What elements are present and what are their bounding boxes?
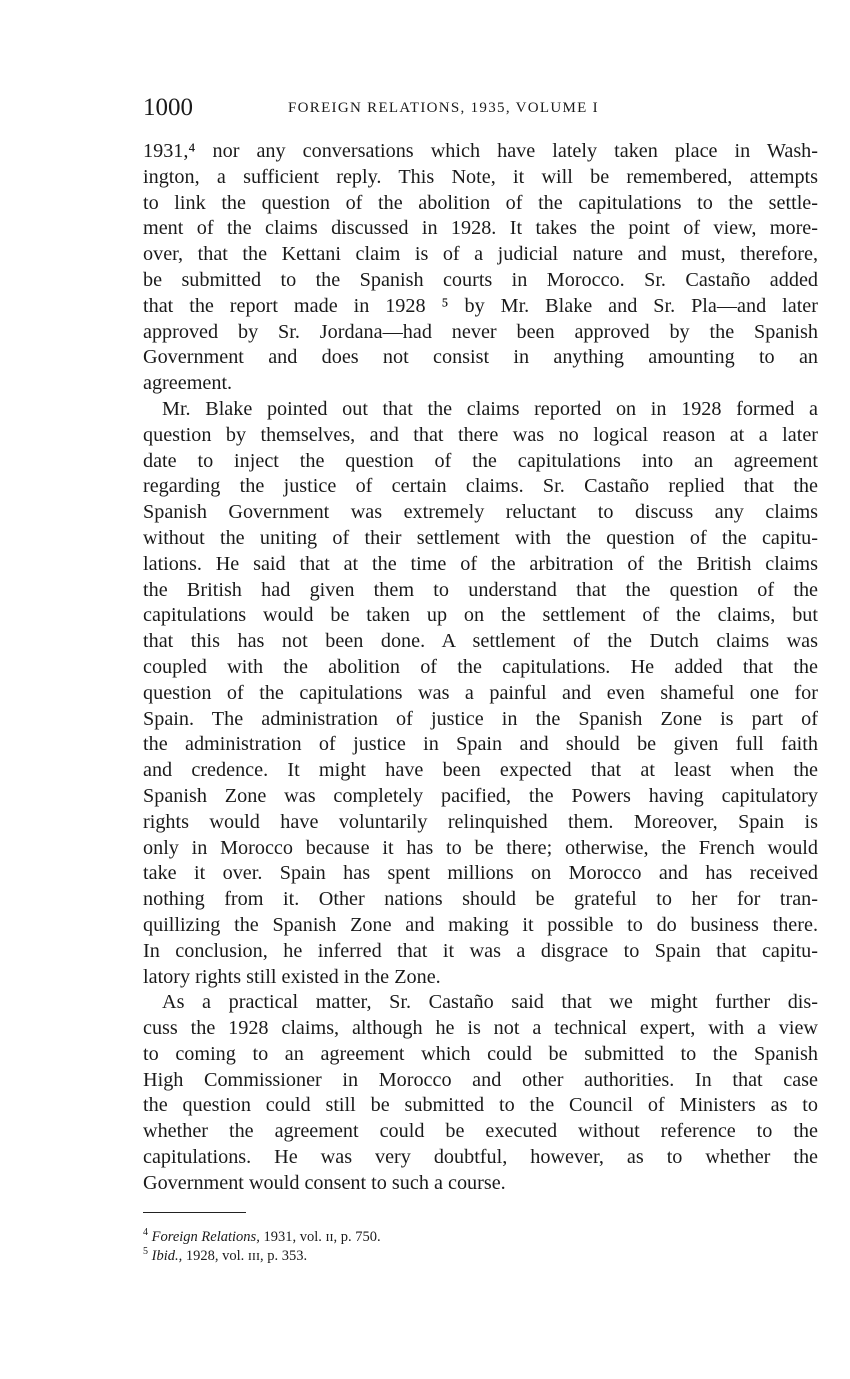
text-line: the question could still be submitted to the Council of Ministers as to	[143, 1094, 818, 1117]
running-head: FOREIGN RELATIONS, 1935, VOLUME I	[288, 100, 599, 116]
footnote-source: Ibid.,	[151, 1248, 183, 1264]
text-line: without the uniting of their settlement with the question of the capitu-	[143, 526, 818, 549]
footnote-divider	[143, 1212, 246, 1213]
text-line: capitulations. He was very doubtful, however, as to whether the	[143, 1146, 818, 1169]
text-line: and credence. It might have been expected that at least when the	[143, 759, 818, 782]
text-line: capitulations would be taken up on the settlement of the claims, but	[143, 604, 818, 627]
text-line: whether the agreement could be executed without reference to the	[143, 1120, 818, 1143]
text-line: agreement.	[143, 372, 233, 395]
text-line: Spanish Government was extremely reluctant to discuss any claims	[143, 501, 818, 524]
text-line: quillizing the Spanish Zone and making it possible to do business there.	[143, 913, 818, 936]
text-line: coupled with the abolition of the capitulations. He added that the	[143, 655, 818, 678]
footnote-mark: 5	[143, 1246, 148, 1258]
footnote-item	[143, 1247, 818, 1266]
text-line: only in Morocco because it has to be there; otherwise, the French would	[143, 836, 818, 859]
text-line: nothing from it. Other nations should be grateful to her for tran-	[143, 888, 818, 911]
text-line: question by themselves, and that there was no logical reason at a later	[143, 423, 818, 446]
text-line: over, that the Kettani claim is of a judicial nature and must, therefore,	[143, 243, 818, 266]
text-line: that the report made in 1928 ⁵ by Mr. Blake and Sr. Pla—and later	[143, 294, 818, 317]
text-line: 1931,⁴ nor any conversations which have lately taken place in Wash-	[143, 140, 818, 162]
footnote-source: Foreign Relations,	[151, 1229, 260, 1245]
text-line: be submitted to the Spanish courts in Morocco. Sr. Castaño added	[143, 268, 818, 291]
paragraph	[143, 397, 818, 990]
text-line: the British had given them to understand that the question of the	[143, 578, 818, 601]
text-line: question of the capitulations was a painful and even shameful one for	[143, 681, 818, 704]
text-line: regarding the justice of certain claims. Sr. Castaño replied that the	[143, 475, 818, 498]
text-line: ington, a sufficient reply. This Note, it will be remembered, attempts	[143, 165, 818, 188]
text-line: Government would consent to such a course.	[143, 1171, 506, 1194]
text-line: As a practical matter, Sr. Castaño said that we might further dis-	[162, 991, 818, 1014]
text-line: latory rights still existed in the Zone.	[143, 965, 441, 988]
page-header	[143, 93, 818, 123]
text-line: Spain. The administration of justice in the Spanish Zone is part of	[143, 707, 818, 730]
text-line: In conclusion, he inferred that it was a disgrace to Spain that capitu-	[143, 939, 818, 962]
text-line: rights would have voluntarily relinquished them. Moreover, Spain is	[143, 810, 818, 833]
body-text	[143, 139, 818, 1197]
text-line: Government and does not consist in anything amounting to an	[143, 346, 818, 369]
paragraph	[143, 139, 818, 397]
text-line: take it over. Spain has spent millions on Morocco and has received	[143, 862, 818, 885]
text-line: cuss the 1928 claims, although he is not a technical expert, with a view	[143, 1017, 818, 1040]
text-line: lations. He said that at the time of the arbitration of the British claims	[143, 552, 818, 575]
text-line: Spanish Zone was completely pacified, the Powers having capitulatory	[143, 784, 818, 807]
text-line: ment of the claims discussed in 1928. It takes the point of view, more-	[143, 217, 818, 240]
text-line: approved by Sr. Jordana—had never been approved by the Spanish	[143, 320, 818, 343]
footnotes	[143, 1228, 818, 1266]
text-line: to coming to an agreement which could be submitted to the Spanish	[143, 1042, 818, 1065]
text-line: date to inject the question of the capitulations into an agreement	[143, 449, 818, 472]
footnote-item	[143, 1228, 818, 1247]
paragraph	[143, 990, 818, 1196]
page-number: 1000	[143, 94, 193, 121]
text-line: High Commissioner in Morocco and other authorities. In that case	[143, 1068, 818, 1091]
footnote-detail: 1931, vol. ɪɪ, p. 750.	[259, 1229, 381, 1245]
text-line: to link the question of the abolition of the capitulations to the settle-	[143, 191, 818, 214]
text-line: Mr. Blake pointed out that the claims reported on in 1928 formed a	[162, 397, 818, 420]
footnote-detail: 1928, vol. ɪɪɪ, p. 353.	[182, 1248, 308, 1264]
footnote-mark: 4	[143, 1227, 148, 1239]
text-line: the administration of justice in Spain and should be given full faith	[143, 733, 818, 756]
text-line: that this has not been done. A settlement of the Dutch claims was	[143, 630, 818, 653]
